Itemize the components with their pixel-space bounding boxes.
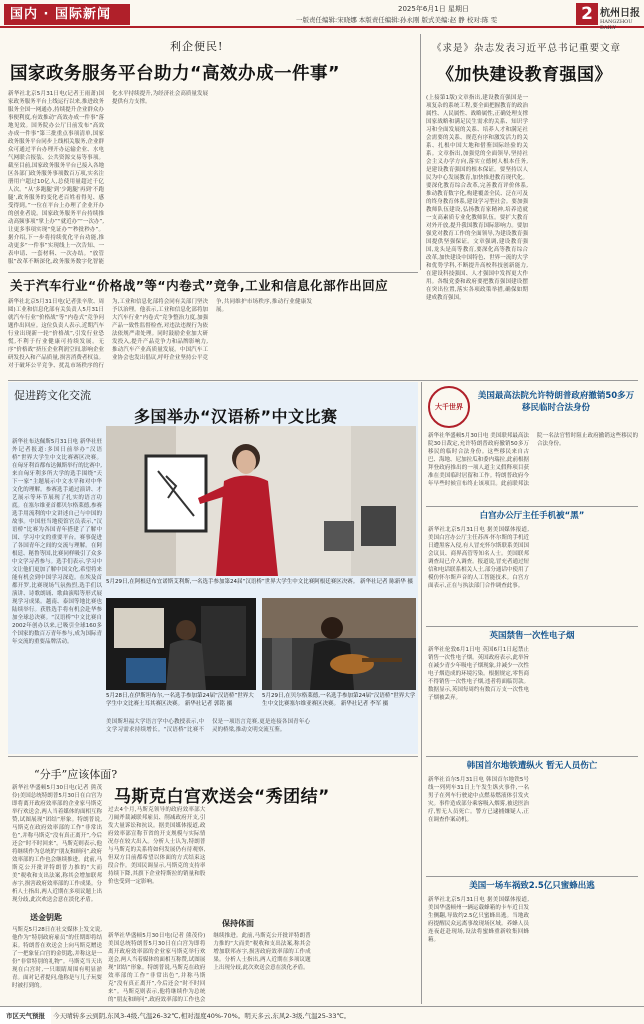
- photo-illustration: [262, 598, 416, 690]
- news-photo: [262, 598, 416, 690]
- story-headline: 马斯克白宫欢送会“秀团结”: [114, 787, 330, 807]
- section-divider: [426, 626, 638, 627]
- sidebar-badge: 大千世界: [428, 386, 470, 428]
- section-divider: [426, 756, 638, 757]
- story-kicker: 《求是》杂志发表习近平总书记重要文章: [432, 43, 622, 54]
- photo-caption: 5月29日,在贝尔格莱德,一名选手参加第24届“汉语桥”世界大学生中文比赛塞尔维亚赛区决赛。 新华社记者 李军 摄: [262, 693, 416, 707]
- section-divider: [8, 272, 418, 273]
- sidebar-headline: 白宫办公厅主任手机被“黑”: [479, 511, 585, 521]
- story-kicker: 利企便民!: [170, 40, 224, 53]
- sidebar-headline: 美国一场车祸致2.5亿只蜜蜂出逃: [469, 881, 595, 891]
- sidebar-headline: 韩国首尔地铁遭纵火 暂无人员伤亡: [466, 761, 598, 771]
- photo-caption: 5月29日,在阿根廷布宜诺斯艾利斯,一名选手参加第24届“汉语桥”世界大学生中文比赛阿根廷赛区决赛。 新华社记者 陈新华 摄: [106, 579, 413, 585]
- story-body: 马斯克5月28日在社交媒体上发文说,他作为“特别政府雇员”的任期即将结束。特朗普在欢送会上向马斯克赠送了一把象征白宫的金钥匙,并称这是一份“非常特别的礼物”。马斯克当天出现在白宫时,一只眼睛周围有明显淤青。面对记者提问,他称是与儿子玩耍时被打到的。: [12, 927, 102, 989]
- section-divider: [426, 506, 638, 507]
- sidebar-headline: 英国禁售一次性电子烟: [489, 631, 575, 641]
- photo-illustration: [106, 426, 416, 576]
- sidebar-headline: 美国最高法院允许特朗普政府撤销50多万移民临时合法身份: [477, 391, 635, 413]
- story-body: 新华社布达佩斯5月31日电 新华社驻外记者报道:多国日前举办“汉语桥”世界大学生中文比赛赛区决赛。在匈牙利首都布达佩斯举行的比赛中,来自匈牙利多所大学的选手围绕“天下一家”主题展示中文水平和对中华文化的理解。参赛选手通过演讲、才艺展示等环节展现了扎实的语言功底。在塞尔维亚首都贝尔格莱德,参赛选手用流利的中文讲述自己与中国的故事。中国驻当地使馆官员表示,“汉语桥”比赛为各国青年搭建了了解中国、学习中文的重要平台。赛事促进了各国青年之间的交流与理解。在阿根廷、秘鲁等国,比赛同样吸引了众多中文学习者参与。选手们表示,学习中文让他们更加了解中国文化,希望将来能有机会到中国学习深造。在埃及首都开罗,比赛现场气氛热烈,选手们以演讲、诗歌朗诵、歌曲演唱等形式展现学习成果。越南、泰国等地比赛也陆续举行。获胜选手将有机会赴华参加全球总决赛。“汉语桥”中文比赛自2002年创办以来,已吸引全球160多个国家的数百万青年参与,成为国际青年交流的重要品牌活动。: [12, 439, 102, 645]
- photo-illustration: [106, 598, 256, 690]
- story-kicker: “分手”应该体面?: [34, 768, 118, 781]
- story-headline: 关于汽车行业“价格战”等“内卷式”竞争,工业和信息化部作出回应: [10, 278, 389, 293]
- logo-text: 杭州日报: [600, 8, 640, 19]
- weather-text: 今天晴转多云到阴,东风3-4级,气温26-32℃,相对湿度40%-70%。明天多云,东风2-3级,气温25-33℃。: [53, 1012, 351, 1020]
- news-photo: [106, 598, 256, 690]
- sidebar-body: 新华社北京5月31日电 据美国媒体报道,美国白宫办公厅主任苏西·怀尔斯的手机近日遭黑客入侵,有人冒充怀尔斯联系美国国会议员、商界高管等知名人士。美国联邦调查局已介入调查。报道说,冒充者通过短信和电话联系相关人士,部分通话中使用了模仿怀尔斯声音的人工智能技术。白宫方面表示,正在与执法部门合作调查此事。: [428, 527, 529, 589]
- section-divider: [8, 756, 418, 757]
- sidebar-body: 新华社北京5月31日电 据美国媒体报道,美国华盛顿州一辆运载蜂箱的卡车近日发生侧翻,导致约2.5亿只蜜蜂出逃。当地政府提醒民众远离事故现场区域。养蜂人员连夜赶赴现场,设法将蜜蜂重新收集回蜂箱。: [428, 897, 529, 943]
- masthead-logo: [600, 4, 642, 31]
- issue-date: 2025年6月1日 星期日: [398, 5, 469, 13]
- story-body: (上接第1版)文章指出,建设教育强国是一项复杂的系统工程,要全面把握教育的政治属性、人民属性、战略属性,正确处理支撑国家战略和满足民生需求的关系、知识学习和全面发展的关系、培养人才和满足社会需要的关系、规范有序和激发活力的关系、扎根中国大地和借鉴国际经验的关系。文章指出,加强党的全面领导,坚持社会主义办学方向,落实立德树人根本任务,是建设教育强国的根本保证。要坚持以人民为中心发展教育,加快推进教育现代化。要深化教育综合改革,完善教育评价体系,推动教育数字化,构建覆盖全民、泛在可及的终身教育体系,建设学习型社会。要加强教师队伍建设,弘扬教育家精神,培养造就一支高素质专业化教师队伍。要扩大教育对外开放,提升我国教育国际影响力。要加强党对教育工作的全面领导,为建设教育强国提供坚强保证。文章强调,建设教育强国,龙头是高等教育,要深化高等教育综合改革,加快建设中国特色、世界一流的大学和优势学科,不断提升高校科技创新能力,在建设科技强国、人才强国中发挥更大作用。各级党委和政府要把教育强国建设摆在突出位置,落实各项政策举措,确保如期建成教育强国。: [426, 95, 528, 301]
- logo-subtext: HANGZHOU DAILY: [600, 19, 633, 31]
- weather-label: 市区天气预报: [0, 1007, 51, 1024]
- story-body: 新华社华盛顿5月30日电(记者 熊茂伶)美国总统特朗普5月30日在白宫为即将离开政府效率部的企业家马斯克举行欢送会,两人当着媒体的面相互称赞,试图展现“团结”形象。特朗普说,马斯克在政府效率部的工作“非常出色”,并称马斯克“没有真正离开”,今后还会“时不时回来”。马斯克则表示,他将继续作为总统的“朋友和顾问”,政府效率部的工作也会继续推进。此前,马斯克公开批评特朗普力推的“大而美”税收和支出法案,称其会增加联邦赤字,损害政府效率部的工作成果。分析人士指出,两人近期在多项议题上出现分歧,此次欢送会意在淡化矛盾。: [108, 933, 311, 1003]
- story-body: 新华社华盛顿5月30日电(记者 熊茂伶)美国总统特朗普5月30日在白宫为即将离开政府效率部的企业家马斯克举行欢送会,两人当着媒体的面相互称赞,试图展现“团结”形象。特朗普说,马斯克在政府效率部的工作“非常出色”,并称马斯克“没有真正离开”,今后还会“时不时回来”。马斯克则表示,他将继续作为总统的“朋友和顾问”,政府效率部的工作也会继续推进。此前,马斯克公开批评特朗普力推的“大而美”税收和支出法案,称其会增加联邦赤字,损害政府效率部的工作成果。分析人士指出,两人近期在多项议题上出现分歧,此次欢送会意在淡化矛盾。: [12, 785, 102, 903]
- section-label: 国内 · 国际新闻: [4, 4, 130, 25]
- story-body: 过去4个月,马斯克领导的政府效率部大刀阔斧裁减联邦雇员、削减政府开支,引发大量诉讼和抗议。据美国媒体报道,政府效率部宣称节省的开支规模与实际情况存在较大出入。分析人士认为,特朗普与马斯克的关系将如何发展仍有待观察,但双方目前都希望以体面的方式结束这段合作。美国民调显示,马斯克的支持率持续下降,其旗下企业特斯拉的销量和股价也受到一定影响。: [108, 807, 206, 885]
- photo-caption: 5月28日,在伊斯坦布尔,一名选手参加第24届“汉语桥”世界大学生中文比赛土耳其赛区决赛。 新华社记者 郭铭 摄: [106, 693, 254, 707]
- story-headline: 国家政务服务平台助力“高效办成一件事”: [10, 64, 341, 84]
- editor-line: 一版责任编辑:宋晓娜 本版责任编辑:孙永刚 版式美编:赵 静 校对:陈 雯: [296, 16, 498, 24]
- story-headline: 多国举办“汉语桥”中文比赛: [134, 407, 338, 426]
- column-divider: [420, 34, 421, 270]
- page-number: 2: [576, 3, 598, 25]
- story-headline: 《加快建设教育强国》: [437, 65, 612, 85]
- sidebar-body: 新华社首尔5月31日电 韩国首尔地铁5号线一列列车31日上午发生纵火事件,一名男子在列车行驶途中点燃易燃液体引发火灾。事件造成部分乘客吸入烟雾,被送医治疗,暂无人员死亡。警方已逮捕嫌疑人,正在调查作案动机。: [428, 777, 529, 823]
- sidebar-body: 新华社伦敦6月1日电 英国6月1日起禁止销售一次性电子烟。英国政府表示,此举旨在减少青少年吸电子烟现象,并减少一次性电子烟造成的环境污染。根据规定,零售商不得销售一次性电子烟,违者将面临罚款。数据显示,英国每周约有数百万支一次性电子烟被丢弃。: [428, 647, 529, 701]
- section-divider: [426, 876, 638, 877]
- column-kicker: 促进跨文化交流: [14, 389, 91, 402]
- weather-footer: [0, 1006, 644, 1024]
- sidebar-body: 新华社华盛顿5月30日电 美国联邦最高法院30日裁定,允许特朗普政府撤销50多万移民的临时合法身份。这些移民来自古巴、海地、尼加拉瓜和委内瑞拉,此前根据拜登政府推出的一项人道主义假释项目获准在美国临时居留和工作。特朗普政府今年早些时候宣布终止该项目。此前联邦法院一名法官暂时阻止政府撤销这些移民的合法身份。: [428, 433, 638, 487]
- section-divider: [8, 380, 638, 381]
- story-body: 美国斯坦福大学语言学中心教授表示,中文学习需求持续增长。“汉语桥”比赛不仅是一项语言竞赛,更是连接各国青年心灵的桥梁,推动文明交流互鉴。: [106, 719, 310, 733]
- story-subhead: 送金钥匙: [30, 913, 62, 922]
- story-body: 新华社北京5月31日电(记者张辛欣、周圆)工业和信息化部有关负责人5月31日就汽车行业“价格战”等“内卷式”竞争问题作出回应。这位负责人表示,近期汽车行业出现新一轮“价格战”,引发行业恐慌,不利于行业健康可持续发展。无序“价格战”挤压企业利润空间,影响企业研发投入和产品质量,损害消费者权益。对于破坏公平竞争、扰乱市场秩序的行为,工业和信息化部将会同有关部门坚决予以治理。他表示,工业和信息化部将加大汽车行业“内卷式”竞争整治力度,加强产品一致性监督检查,对违法违规行为依法依规严肃处理。同时鼓励企业加大研发投入,提升产品竞争力和品牌影响力,推动汽车产业高质量发展。中国汽车工业协会也发出倡议,呼吁企业坚持公平竞争,共同维护市场秩序,推动行业健康发展。: [8, 299, 312, 369]
- story-body: 新华社北京5月31日电(记者王雨萧)国家政务服务平台上线运行以来,推进政务服务全国一网通办,持续提升企业群众办事便利度,有效推动“高效办成一件事”落地见效。国务院办公厅日前发布“高效办成一件事”第三批重点事项清单,国家政务服务平台同步上线相关服务,企业群众可通过平台办理开办运输企业、水电气网联合报装、公共资源交易等事项。截至目前,国家政务服务平台已接入各地区各部门政务服务事项数百万项,实名注册用户超过10亿人,总使用量超过千亿人次。“从‘多跑腿’到‘少跑腿’再到‘不跑腿’,政务服务的变化老百姓看得见、感受得到。”一位在平台上办理了企业开办的创业者说。国家政务服务平台持续推动高频事项“掌上办”“就近办”“一次办”,让更多事项实现“免证办”“秒批秒办”。据介绍,下一步将持续优化平台功能,推动更多“一件事”实现线上一次告知、一表申请、一套材料、一次办结。“放管服”改革不断深化,政务服务数字化智能化水平持续提升,为经济社会高质量发展提供有力支撑。: [8, 91, 208, 265]
- column-divider: [421, 382, 422, 1004]
- story-subhead: 保持体面: [222, 919, 254, 928]
- news-photo: [106, 426, 416, 576]
